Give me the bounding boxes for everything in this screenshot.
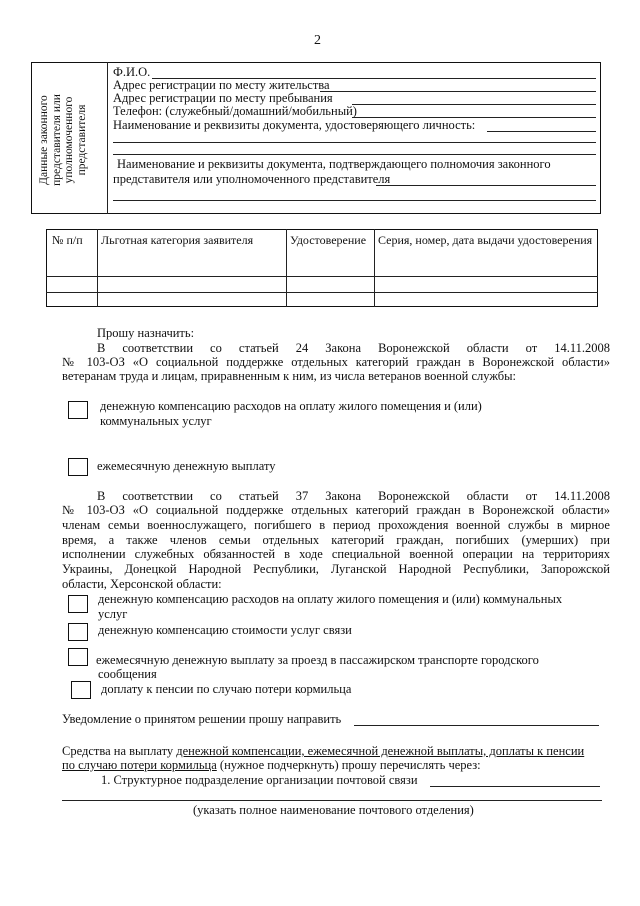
law37-line-7: области, Херсонской области: (62, 577, 222, 591)
request-intro: Прошу назначить: (97, 326, 195, 340)
post-office-field-2[interactable] (62, 800, 602, 801)
authority-doc-label-2: представителя или уполномоченного представителя (113, 172, 391, 186)
id-doc-label: Наименование и реквизиты документа, удостоверяющего личность: (113, 118, 476, 132)
post-office-caption: (указать полное наименование почтового отделения) (193, 803, 474, 817)
law37-line-4: время, а также членов семьи отдельных категорий граждан, погибших (умерших) при (62, 533, 610, 547)
option-monthly-payment-label: ежемесячную денежную выплату (97, 459, 276, 473)
law37-line-5: исполнении служебных обязанностей в ходе специальной военной операции на территориях (62, 547, 610, 561)
table-header-series: Серия, номер, дата выдачи удостоверения (378, 233, 593, 247)
option-pension-supplement-label: доплату к пенсии по случаю потери кормильца (101, 682, 352, 696)
payment-line-1 (62, 744, 584, 759)
payment-prefix: Средства на выплату (62, 744, 177, 758)
reg-stay-field[interactable] (352, 104, 596, 105)
law24-line-2: № 103-ОЗ «О социальной поддержке отдельных категорий граждан в Воронежской области» (62, 355, 610, 369)
option-transport-label-2: сообщения (98, 667, 157, 681)
option-communication-label: денежную компенсацию стоимости услуг связи (98, 623, 352, 637)
id-doc-field[interactable] (487, 131, 596, 132)
option-family-housing-label-2: услуг (98, 607, 128, 621)
authority-doc-field-2[interactable] (113, 200, 596, 201)
table-row[interactable] (47, 293, 597, 306)
representative-divider (107, 62, 108, 214)
option-transport-label-1: ежемесячную денежную выплату за проезд в пассажирском транспорте городского (96, 653, 539, 667)
fio-label: Ф.И.О. (113, 65, 151, 79)
option-housing-compensation-label-1: денежную компенсацию расходов на оплату жилого помещения и (или) (100, 399, 482, 413)
option-housing-compensation-checkbox[interactable] (68, 401, 88, 419)
reg-residence-label: Адрес регистрации по месту жительства (113, 78, 330, 92)
payment-line-2-rest: (нужное подчеркнуть) прошу перечислять через: (216, 758, 481, 772)
id-doc-field-3[interactable] (113, 154, 596, 155)
representative-side-label: Данные законного представителя или уполномоченного представителя (38, 94, 88, 186)
authority-doc-field[interactable] (376, 185, 596, 186)
table-row[interactable] (47, 277, 597, 291)
law24-line-3: ветеранам труда и лицам, приравненным к ним, из числа ветеранов военной службы: (62, 369, 517, 383)
id-doc-field-2[interactable] (113, 142, 596, 143)
option-communication-checkbox[interactable] (68, 623, 88, 641)
option-housing-compensation-label-2: коммунальных услуг (100, 414, 212, 428)
option-transport-checkbox[interactable] (68, 648, 88, 666)
table-row[interactable] (47, 245, 597, 275)
reg-residence-field[interactable] (320, 91, 596, 92)
authority-doc-label-1: Наименование и реквизиты документа, подтверждающего полномочия законного (117, 157, 551, 171)
payment-line-2 (62, 758, 481, 773)
notification-field[interactable] (354, 725, 599, 726)
payment-pension-option: по случаю потери кормильца (62, 758, 217, 772)
option-pension-supplement-checkbox[interactable] (71, 681, 91, 699)
law24-line-1: В соответствии со статьей 24 Закона Воронежской области от 14.11.2008 (97, 341, 610, 355)
option-family-housing-label-1: денежную компенсацию расходов на оплату жилого помещения и (или) коммунальных (98, 592, 563, 606)
law37-line-2: № 103-ОЗ «О социальной поддержке отдельных категорий граждан в Воронежской области» (62, 503, 610, 517)
law37-line-3: членам семьи военнослужащего, погибшего в период прохождения военной службы в мирное (62, 518, 610, 532)
reg-stay-label: Адрес регистрации по месту пребывания (113, 91, 333, 105)
post-office-field[interactable] (430, 786, 600, 787)
table-header-certificate: Удостоверение (290, 233, 367, 247)
phone-label: Телефон: (служебный/домашний/мобильный) (113, 104, 357, 118)
representative-side-label-wrap (38, 70, 98, 210)
payment-option-1-label: 1. Структурное подразделение организации почтовой связи (101, 773, 418, 787)
law37-line-1: В соответствии со статьей 37 Закона Воронежской области от 14.11.2008 (97, 489, 610, 503)
page-number: 2 (314, 33, 321, 48)
law37-line-6: Украины, Донецкой Народной Республики, Луганской Народной Республики, Запорожской (62, 562, 610, 576)
option-family-housing-checkbox[interactable] (68, 595, 88, 613)
table-header-number: № п/п (52, 233, 83, 247)
table-header-category: Льготная категория заявителя (101, 233, 254, 247)
payment-types-options: денежной компенсации, ежемесячной денежной выплаты, доплаты к пенсии (176, 744, 585, 758)
notification-label: Уведомление о принятом решении прошу направить (62, 712, 342, 726)
option-monthly-payment-checkbox[interactable] (68, 458, 88, 476)
